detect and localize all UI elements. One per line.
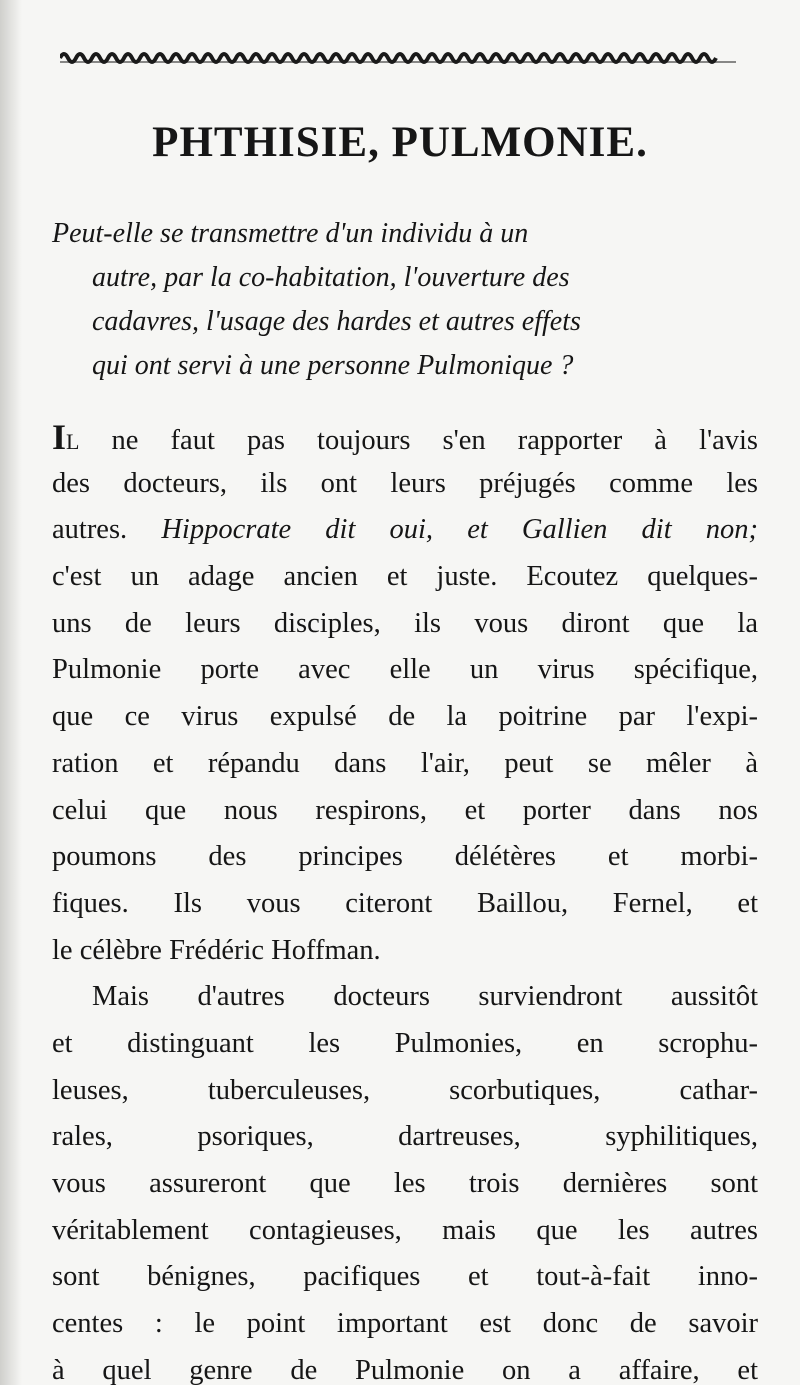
body-text xyxy=(52,414,758,1385)
question-subtitle xyxy=(52,212,762,388)
text-line: leuses, tuberculeuses, scorbutiques, cathar- xyxy=(52,1074,758,1106)
small-cap: L xyxy=(66,429,80,454)
question-line: autre, par la co-habitation, l'ouverture des xyxy=(92,262,570,293)
text-line: autres. Hippocrate dit oui, et Gallien dit non; xyxy=(52,514,758,546)
page-gutter-shadow xyxy=(0,0,22,1385)
text-line: le célèbre Frédéric Hoffman. xyxy=(52,934,381,966)
text-line: véritablement contagieuses, mais que les autres xyxy=(52,1214,758,1246)
question-line: Peut-elle se transmettre d'un individu à un xyxy=(52,218,529,249)
text-line: rales, psoriques, dartreuses, syphilitiques, xyxy=(52,1121,758,1153)
text-line: et distinguant les Pulmonies, en scrophu- xyxy=(52,1027,758,1059)
text-line: Pulmonie porte avec elle un virus spécifique, xyxy=(52,654,758,686)
italic-quote: Hippocrate dit oui, et Gallien dit non; xyxy=(161,514,758,546)
text-line: uns de leurs disciples, ils vous diront que la xyxy=(52,607,758,639)
text-line: centes : le point important est donc de savoir xyxy=(52,1308,758,1340)
text-line: celui que nous respirons, et porter dans nos xyxy=(52,794,758,826)
text-line: des docteurs, ils ont leurs préjugés comme les xyxy=(52,467,758,499)
text-line: c'est un adage ancien et juste. Ecoutez quelques- xyxy=(52,561,758,593)
question-line: qui ont servi à une personne Pulmonique ? xyxy=(92,350,574,381)
text-line: sont bénignes, pacifiques et tout-à-fait inno- xyxy=(52,1261,758,1293)
drop-cap: I xyxy=(52,417,67,457)
text-line: IL ne faut pas toujours s'en rapporter à l'avis xyxy=(52,417,758,457)
text-line: ration et répandu dans l'air, peut se mêler à xyxy=(52,747,758,779)
decorative-rule-ornament xyxy=(60,44,736,70)
text-line: Mais d'autres docteurs surviendront aussitôt xyxy=(92,981,758,1013)
page-title: PHTHISIE, PULMONIE. xyxy=(152,119,648,166)
text-line: fiques. Ils vous citeront Baillou, Fernel, et xyxy=(52,887,758,919)
text-line: que ce virus expulsé de la poitrine par l'expi- xyxy=(52,701,758,733)
question-line: cadavres, l'usage des hardes et autres effets xyxy=(92,306,581,337)
text-line: poumons des principes délétères et morbi- xyxy=(52,841,758,873)
text-line: vous assureront que les trois dernières sont xyxy=(52,1168,758,1199)
text-line: à quel genre de Pulmonie on a affaire, et xyxy=(52,1354,758,1385)
